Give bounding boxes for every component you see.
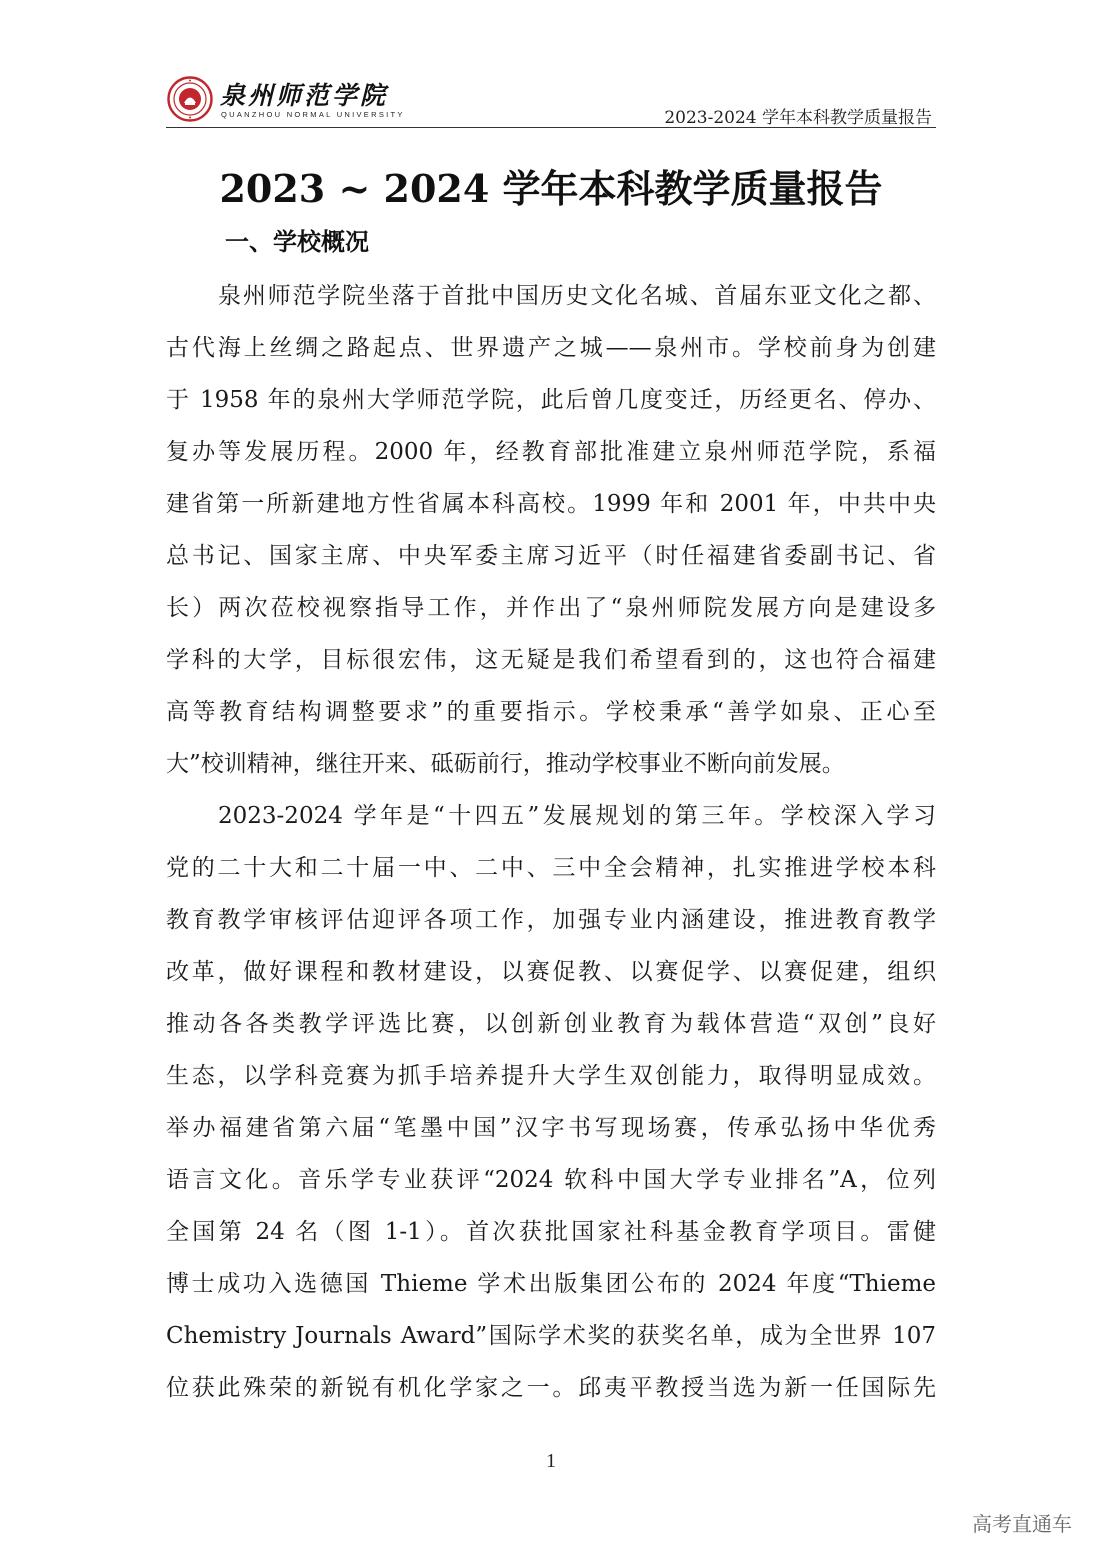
watermark-text: 高考直通车 bbox=[972, 1512, 1072, 1536]
paragraph-line: 高等教育结构调整要求”的重要指示。学校秉承“善学如泉、正心至 bbox=[166, 699, 936, 725]
header-report-title: 2023-2024 学年本科教学质量报告 bbox=[664, 108, 932, 128]
paragraph-line: 总书记、国家主席、中央军委主席习近平（时任福建省委副书记、省 bbox=[166, 543, 936, 569]
paragraph-line: 位获此殊荣的新锐有机化学家之一。邱夷平教授当选为新一任国际先 bbox=[166, 1375, 936, 1401]
document-title: 2023 ~ 2024 学年本科教学质量报告 bbox=[219, 166, 883, 211]
paragraph-1 bbox=[166, 270, 936, 790]
paragraph-line: 2023-2024 学年是“十四五”发展规划的第三年。学校深入学习 bbox=[218, 803, 936, 829]
paragraph-line: 于 1958 年的泉州大学师范学院，此后曾几度变迁，历经更名、停办、 bbox=[166, 387, 936, 413]
paragraph-line: 建省第一所新建地方性省属本科高校。1999 年和 2001 年，中共中央 bbox=[166, 491, 936, 517]
page-number: 1 bbox=[546, 1450, 556, 1472]
document-body bbox=[166, 270, 936, 1414]
university-name-cn: 泉州师范学院 bbox=[220, 81, 389, 110]
paragraph-line: 全国第 24 名（图 1-1）。首次获批国家社科基金教育学项目。雷健 bbox=[166, 1219, 936, 1245]
section-heading: 一、学校概况 bbox=[225, 228, 369, 256]
paragraph-line: 教育教学审核评估迎评各项工作，加强专业内涵建设，推进教育教学 bbox=[166, 907, 936, 933]
header-divider bbox=[166, 127, 936, 128]
paragraph-line: 举办福建省第六届“笔墨中国”汉字书写现场赛，传承弘扬中华优秀 bbox=[166, 1115, 936, 1141]
university-seal-icon bbox=[167, 76, 213, 122]
paragraph-line: 大”校训精神，继往开来、砥砺前行，推动学校事业不断向前发展。 bbox=[166, 751, 845, 777]
page-header bbox=[0, 0, 1102, 132]
paragraph-line: 复办等发展历程。2000 年，经教育部批准建立泉州师范学院，系福 bbox=[166, 439, 936, 465]
paragraph-line: 学科的大学，目标很宏伟，这无疑是我们希望看到的，这也符合福建 bbox=[166, 647, 936, 673]
paragraph-line: 长）两次莅校视察指导工作，并作出了“泉州师院发展方向是建设多 bbox=[166, 595, 936, 621]
paragraph-line: Chemistry Journals Award”国际学术奖的获奖名单，成为全世界 107 bbox=[166, 1323, 936, 1349]
paragraph-line: 博士成功入选德国 Thieme 学术出版集团公布的 2024 年度“Thieme bbox=[166, 1271, 936, 1297]
paragraph-line: 生态，以学科竞赛为抓手培养提升大学生双创能力，取得明显成效。 bbox=[166, 1063, 936, 1089]
paragraph-line: 语言文化。音乐学专业获评“2024 软科中国大学专业排名”A，位列 bbox=[166, 1167, 936, 1193]
paragraph-line: 泉州师范学院坐落于首批中国历史文化名城、首届东亚文化之都、 bbox=[218, 283, 936, 309]
university-name-en: QUANZHOU NORMAL UNIVERSITY bbox=[221, 110, 405, 119]
paragraph-line: 古代海上丝绸之路起点、世界遗产之城——泉州市。学校前身为创建 bbox=[166, 335, 936, 361]
paragraph-line: 党的二十大和二十届一中、二中、三中全会精神，扎实推进学校本科 bbox=[166, 855, 936, 881]
paragraph-line: 推动各各类教学评选比赛，以创新创业教育为载体营造“双创”良好 bbox=[166, 1011, 936, 1037]
paragraph-line: 改革，做好课程和教材建设，以赛促教、以赛促学、以赛促建，组织 bbox=[166, 959, 936, 985]
paragraph-2 bbox=[166, 790, 936, 1414]
